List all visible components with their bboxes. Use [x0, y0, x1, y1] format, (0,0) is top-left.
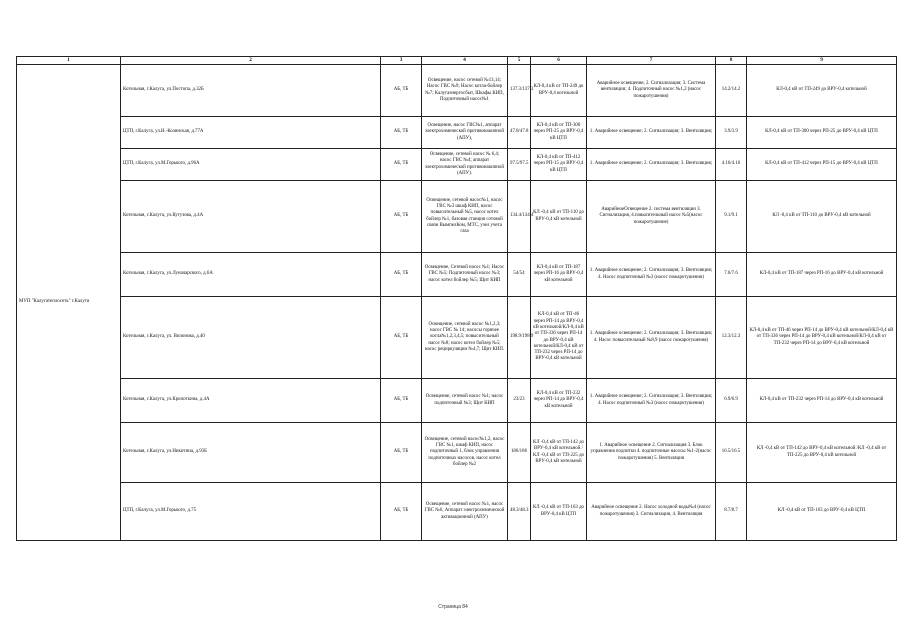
emergency-consumers: Аварийное освещение 2. Насос холодной воды№4 (насос пожаротушения) 3. Сигнализация, 4. Вентиляция: [587, 483, 716, 541]
reliability-category: АБ, ТБ: [381, 253, 422, 297]
table-row: [17, 423, 897, 483]
supply-scheme: КЛ-0,4 кВ от ТП-46 через РП-14 до ВРУ-0,4 кВ котельной/КЛ-0,4 кВ от ТП-336 через РП-14 до ВРУ-0,4 кВ котельной/КЛ-0,4 кВ от ТП-232 через РП-14 до ВРУ-0,4 кВ котельной: [531, 297, 587, 379]
consumers-list: Освещение, сетевой насос№1, насос ГВС №3 шкаф КИП, насос повысительный №5, насос котел бойлер №1, базовая станция сотовой связи ВымпелКом, МТС, узел учета газа: [422, 181, 508, 253]
table-row: [17, 253, 897, 297]
supply-scheme: КЛ -0,4 кВ от ТП-110 до ВРУ-0,4 кВ котельной: [531, 181, 587, 253]
reserve-power-value: 6.9/6.9: [716, 379, 747, 423]
object-name: Котельная, г.Калуга, ул. Вилонова, д.40: [121, 297, 381, 379]
column-number: 3: [381, 57, 422, 65]
table-row: [17, 65, 897, 117]
power-value: 198.9/198.9: [508, 297, 531, 379]
consumers-list: Освещение, сетевой насос№1,2, насос ГВС №1, шкаф КИП, насос подпиточный 1, блок управления подпиточных насосов, насос котел бойлер №2: [422, 423, 508, 483]
consumers-list: Освещение, насос сетевой №13,14; Насос ГВС №9; Насос котла-бойлер №7; Калугаэнергосбыт, Шкафы КИП, Подпиточный насос№1: [422, 65, 508, 117]
power-value: 134.4/134.4: [508, 181, 531, 253]
reliability-category: АБ, ТБ: [381, 181, 422, 253]
column-number: 1: [17, 57, 121, 65]
reserve-supply-scheme: КЛ-0,4 кВ от ТП-187 через РП-16 до ВРУ-0,4 кВ котельной: [747, 253, 897, 297]
supply-scheme: КЛ -0,4 кВ от ТП-163 до ВРУ-0,4 кВ ЦТП: [531, 483, 587, 541]
reserve-supply-scheme: КЛ-0,4 кВ от ТП-46 через РП-14 до ВРУ-0,4 кВ котельной/КЛ-0,4 кВ от ТП-336 через РП-14 до ВРУ-0,4 кВ котельной/КЛ-0,4 кВ от ТП-232 через РП-14 до ВРУ-0,4 кВ котельной: [747, 297, 897, 379]
table-row: [17, 149, 897, 181]
reserve-supply-scheme: КЛ-0,4 кВ от ТП-300 через РП-25 до ВРУ-0,4 кВ ЦТП: [747, 117, 897, 149]
column-number: 8: [716, 57, 747, 65]
reserve-supply-scheme: КЛ-0,4 кВ от ТП-232 через РП-14 до ВРУ-0,4 кВ котельной: [747, 379, 897, 423]
power-value: 54/54: [508, 253, 531, 297]
reserve-power-value: 14.2/14.2: [716, 65, 747, 117]
reserve-supply-scheme: КЛ -0,4 кВ от ТП-142 до ВРУ-0,4 кВ котельной /КЛ -0,4 кВ от ТП-225 до ВРУ-0,4 кВ котельной: [747, 423, 897, 483]
column-number-row: [17, 57, 897, 65]
consumers-list: Освещение, сетевой насос №1, насос ГВС №6, Аппарат электрохимической активационной (АПУ): [422, 483, 508, 541]
consumers-list: Освещение, сетевой насос № 6,4; насос ГВС №4; аппарат электрохимической противонакипной (АПУ).: [422, 149, 508, 181]
reserve-power-value: 8.7/8.7: [716, 483, 747, 541]
power-value: 97.5/97.5: [508, 149, 531, 181]
power-value: 47.8/47.8: [508, 117, 531, 149]
page-number: Страница 84: [438, 604, 468, 610]
column-number: 6: [531, 57, 587, 65]
column-number: 7: [587, 57, 716, 65]
document-sheet: [16, 56, 896, 541]
emergency-consumers: 1. Аварийное освещение; 2. Сигнализация; 3. Вентиляция; 4. Насос подпиточный №3 (насос пожаротушения): [587, 253, 716, 297]
reserve-supply-scheme: КЛ -0,4 кВ от ТП-110 до ВРУ-0,4 кВ котельной: [747, 181, 897, 253]
table-row: [17, 297, 897, 379]
reliability-category: АБ, ТБ: [381, 149, 422, 181]
consumers-list: Освещение, насос ГВС№1, аппарат электрохимической противонакипной (АПУ),: [422, 117, 508, 149]
reserve-power-value: 7.6/7.6: [716, 253, 747, 297]
supply-scheme: КЛ-0,4 кВ от ТП-249 до ВРУ-0,4 котельной: [531, 65, 587, 117]
table-row: [17, 181, 897, 253]
reserve-power-value: 4.16/4.16: [716, 149, 747, 181]
reserve-power-value: 12.3/12.3: [716, 297, 747, 379]
consumers-list: Освещение, сетевой насос №1,2,3; насос ГВС № 14; насосы горячее котла№1,2,3,4,5; повысительный насос №8; насос котел бойлер №5; насос рециркуляции №4,7; Щит КИП.: [422, 297, 508, 379]
consumers-list: Освещение, сетевой насос №1; насос подпиточный №3; Щит КИП: [422, 379, 508, 423]
emergency-consumers: 1. Аварийное освещение; 2. Сигнализация; 3. Вентиляция; 4. Насос повысительный №8,9 (насос пожаротушения): [587, 297, 716, 379]
emergency-consumers: 1. Аварийное освещение 2. Сигнализация 3. Блок управления подпитки 4. подпиточные насосы №1-2(насос пожаротушения) 5. Вентиляция: [587, 423, 716, 483]
reliability-category: АБ, ТБ: [381, 297, 422, 379]
reliability-category: АБ, ТБ: [381, 65, 422, 117]
organization-name: МУП "Калугатеплосеть" г.Калуги: [17, 65, 121, 541]
emergency-consumers: 1. Аварийное освещение; 2. Сигнализация; 3. Вентиляция;: [587, 149, 716, 181]
object-name: ЦТП, г.Калуга, ул.М.Горького, д.96А: [121, 149, 381, 181]
object-name: Котельная, г.Калуга, ул.Кутузова, д.4А: [121, 181, 381, 253]
power-value: 137.3/137.3: [508, 65, 531, 117]
power-value: 23/23: [508, 379, 531, 423]
object-name: ЦТП, г.Калуга, ул.Н.-Козинская, д.77А: [121, 117, 381, 149]
column-number: 5: [508, 57, 531, 65]
reliability-category: АБ, ТБ: [381, 483, 422, 541]
supply-scheme: КЛ-0,4 кВ от ТП-412 через РП-15 до ВРУ-0,4 кВ ЦТП: [531, 149, 587, 181]
power-value: 186/186: [508, 423, 531, 483]
table-row: [17, 379, 897, 423]
object-name: Котельная, г.Калуга, ул.Никитина, д.93Б: [121, 423, 381, 483]
emergency-consumers: 1. Аварийное освещение; 2. Сигнализация; 3. Вентиляция; 4. Насос подпиточный №3 (насос пожаротушения): [587, 379, 716, 423]
reserve-supply-scheme: КЛ -0,4 кВ от ТП-163 до ВРУ-0,4 кВ ЦТП: [747, 483, 897, 541]
reserve-power-value: 9.1/9.1: [716, 181, 747, 253]
emergency-consumers: Аварийное освещение; 2. Сигнализация; 3. Система вентиляции; 4. Подпиточный насос №1,2 (насос пожаротушения): [587, 65, 716, 117]
object-name: Котельная, г.Калуга, ул.Постопа, д.32Б: [121, 65, 381, 117]
object-name: ЦТП, г.Калуга, ул.М.Горького, д.75: [121, 483, 381, 541]
object-name: Котельная, г.Калуга, ул.Луначарского, д.6А: [121, 253, 381, 297]
supply-scheme: КЛ -0,4 кВ от ТП-142 до ВРУ-0,4 кВ котельной /КЛ -0,4 кВ от ТП-225 до ВРУ-0,4 кВ котельной: [531, 423, 587, 483]
power-supply-table: [16, 56, 897, 541]
reserve-supply-scheme: КЛ-0,4 кВ от ТП-249 до ВРУ-0,4 котельной: [747, 65, 897, 117]
column-number: 4: [422, 57, 508, 65]
emergency-consumers: 1. Аварийное освещение; 2. Сигнализация; 3. Вентиляция;: [587, 117, 716, 149]
reliability-category: АБ, ТБ: [381, 117, 422, 149]
reserve-supply-scheme: КЛ-0,4 кВ от ТП-412 через РП-15 до ВРУ-0,4 кВ ЦТП: [747, 149, 897, 181]
supply-scheme: КЛ-0,4 кВ от ТП-187 через РП-16 до ВРУ-0,4 кВ котельной: [531, 253, 587, 297]
power-value: 48.3/48.3: [508, 483, 531, 541]
reserve-power-value: 16.5/16.5: [716, 423, 747, 483]
supply-scheme: КЛ-0,4 кВ от ТП-232 через РП-14 до ВРУ-0,4 кВ котельной: [531, 379, 587, 423]
reliability-category: АБ, ТБ: [381, 379, 422, 423]
table-row: [17, 117, 897, 149]
object-name: Котельная, г.Калуга, ул.Кропоткина, д.4А: [121, 379, 381, 423]
emergency-consumers: АварийноеОсвещение 2. система вентиляции 3. Сигнализация, 4.повысительный насос №5(насос пожаротушение): [587, 181, 716, 253]
reserve-power-value: 3.9/3.9: [716, 117, 747, 149]
column-number: 9: [747, 57, 897, 65]
column-number: 2: [121, 57, 381, 65]
reliability-category: АБ, ТБ: [381, 423, 422, 483]
supply-scheme: КЛ-0,4 кВ от ТП-300 через РП-25 до ВРУ-0,4 кВ ЦТП: [531, 117, 587, 149]
consumers-list: Освещение, Сетевой насос №1; Насос ГВС №5; Подпиточный насос №3; насос котел бойлер №5; Щит КИП: [422, 253, 508, 297]
table-row: [17, 483, 897, 541]
